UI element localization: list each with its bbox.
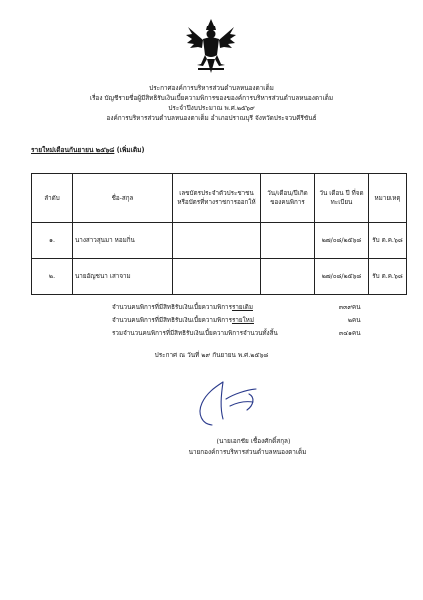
row-no: ๑. <box>32 223 73 259</box>
summary-old-label <box>112 303 253 312</box>
row-birth-date <box>261 223 315 259</box>
summary-new-label <box>112 316 254 325</box>
section-subtitle <box>31 146 145 155</box>
table-header-row <box>32 174 407 223</box>
col-header-id: เลขบัตรประจำตัวประชาชนหรือบัตรที่ทางราชการออกให้ <box>173 174 261 223</box>
document-subject: เรื่อง บัญชีรายชื่อผู้มีสิทธิรับเงินเบี้ยความพิการของของค์การบริหารส่วนตำบลหนองตาเต็ม <box>89 94 334 102</box>
col-header-no: ลำดับ <box>32 174 73 223</box>
signature-icon <box>190 372 262 428</box>
signer-name: (นายเอกชัย เชื้องศักดิ์สกุล) <box>216 437 291 445</box>
summary-total-value: ๓๔๑ <box>338 330 352 337</box>
fiscal-year: ประจำปีงบประมาณ พ.ศ.๒๕๖๙ <box>168 104 255 112</box>
summary-new-label-underlined: รายใหม่ <box>231 317 254 324</box>
row-id-number <box>173 259 261 295</box>
row-registered: ๒๗/๐๘/๒๕๖๘ <box>315 223 369 259</box>
summary-total-label: รวมจำนวนคนพิการที่มีสิทธิรับเงินเบี้ยความพิการจำนวนทั้งสิ้น <box>112 330 278 337</box>
row-remark: รับ ต.ค.๖๘ <box>369 259 407 295</box>
col-header-birth: วัน/เดือน/ปีเกิดของคนพิการ <box>261 174 315 223</box>
row-name: นายอัญชนา เสาจาม <box>73 259 173 295</box>
row-remark: รับ ต.ค.๖๘ <box>369 223 407 259</box>
row-birth-date <box>261 259 315 295</box>
summary-new-unit: คน <box>352 317 361 324</box>
col-header-name: ชื่อ-สกุล <box>73 174 173 223</box>
summary-old-label-text: จำนวนคนพิการที่มีสิทธิรับเงินเบี้ยความพิการ <box>112 304 232 311</box>
col-header-registered: วัน เดือน ปี ที่จดทะเบียน <box>315 174 369 223</box>
summary-new-value: ๒ <box>347 317 352 324</box>
organization-line: องค์การบริหารส่วนตำบลหนองตาเต็ม อำเภอปราณบุรี จังหวัดประจวบคีรีขันธ์ <box>106 114 317 122</box>
subtitle-rest: (เพิ่มเติม) <box>114 146 145 154</box>
garuda-emblem-icon <box>186 18 236 76</box>
document-title: ประกาศองค์การบริหารส่วนตำบลหนองตาเต็ม <box>149 84 274 92</box>
summary-old-label-underlined: รายเดิม <box>231 304 253 311</box>
recipients-table <box>31 173 407 295</box>
table-row <box>32 223 407 259</box>
summary-total-unit: คน <box>352 330 361 337</box>
summary-old-unit: คน <box>352 304 361 311</box>
table-row <box>32 259 407 295</box>
summary-old-value: ๓๓๙ <box>338 304 352 311</box>
row-registered: ๒๗/๐๘/๒๕๖๘ <box>315 259 369 295</box>
signer-position: นายกองค์การบริหารส่วนตำบลหนองตาเต็ม <box>188 448 307 456</box>
subtitle-underlined: รายใหม่เดือนกันยายน ๒๕๖๘ <box>31 146 115 154</box>
announcement-date: ประกาศ ณ วันที่ ๒๙ กันยายน พ.ศ.๒๕๖๘ <box>154 351 269 359</box>
row-name: นางสาวสุนมา หอมกิ่น <box>73 223 173 259</box>
row-id-number <box>173 223 261 259</box>
row-no: ๒. <box>32 259 73 295</box>
col-header-remark: หมายเหตุ <box>369 174 407 223</box>
summary-new-label-text: จำนวนคนพิการที่มีสิทธิรับเงินเบี้ยความพิการ <box>112 317 232 324</box>
